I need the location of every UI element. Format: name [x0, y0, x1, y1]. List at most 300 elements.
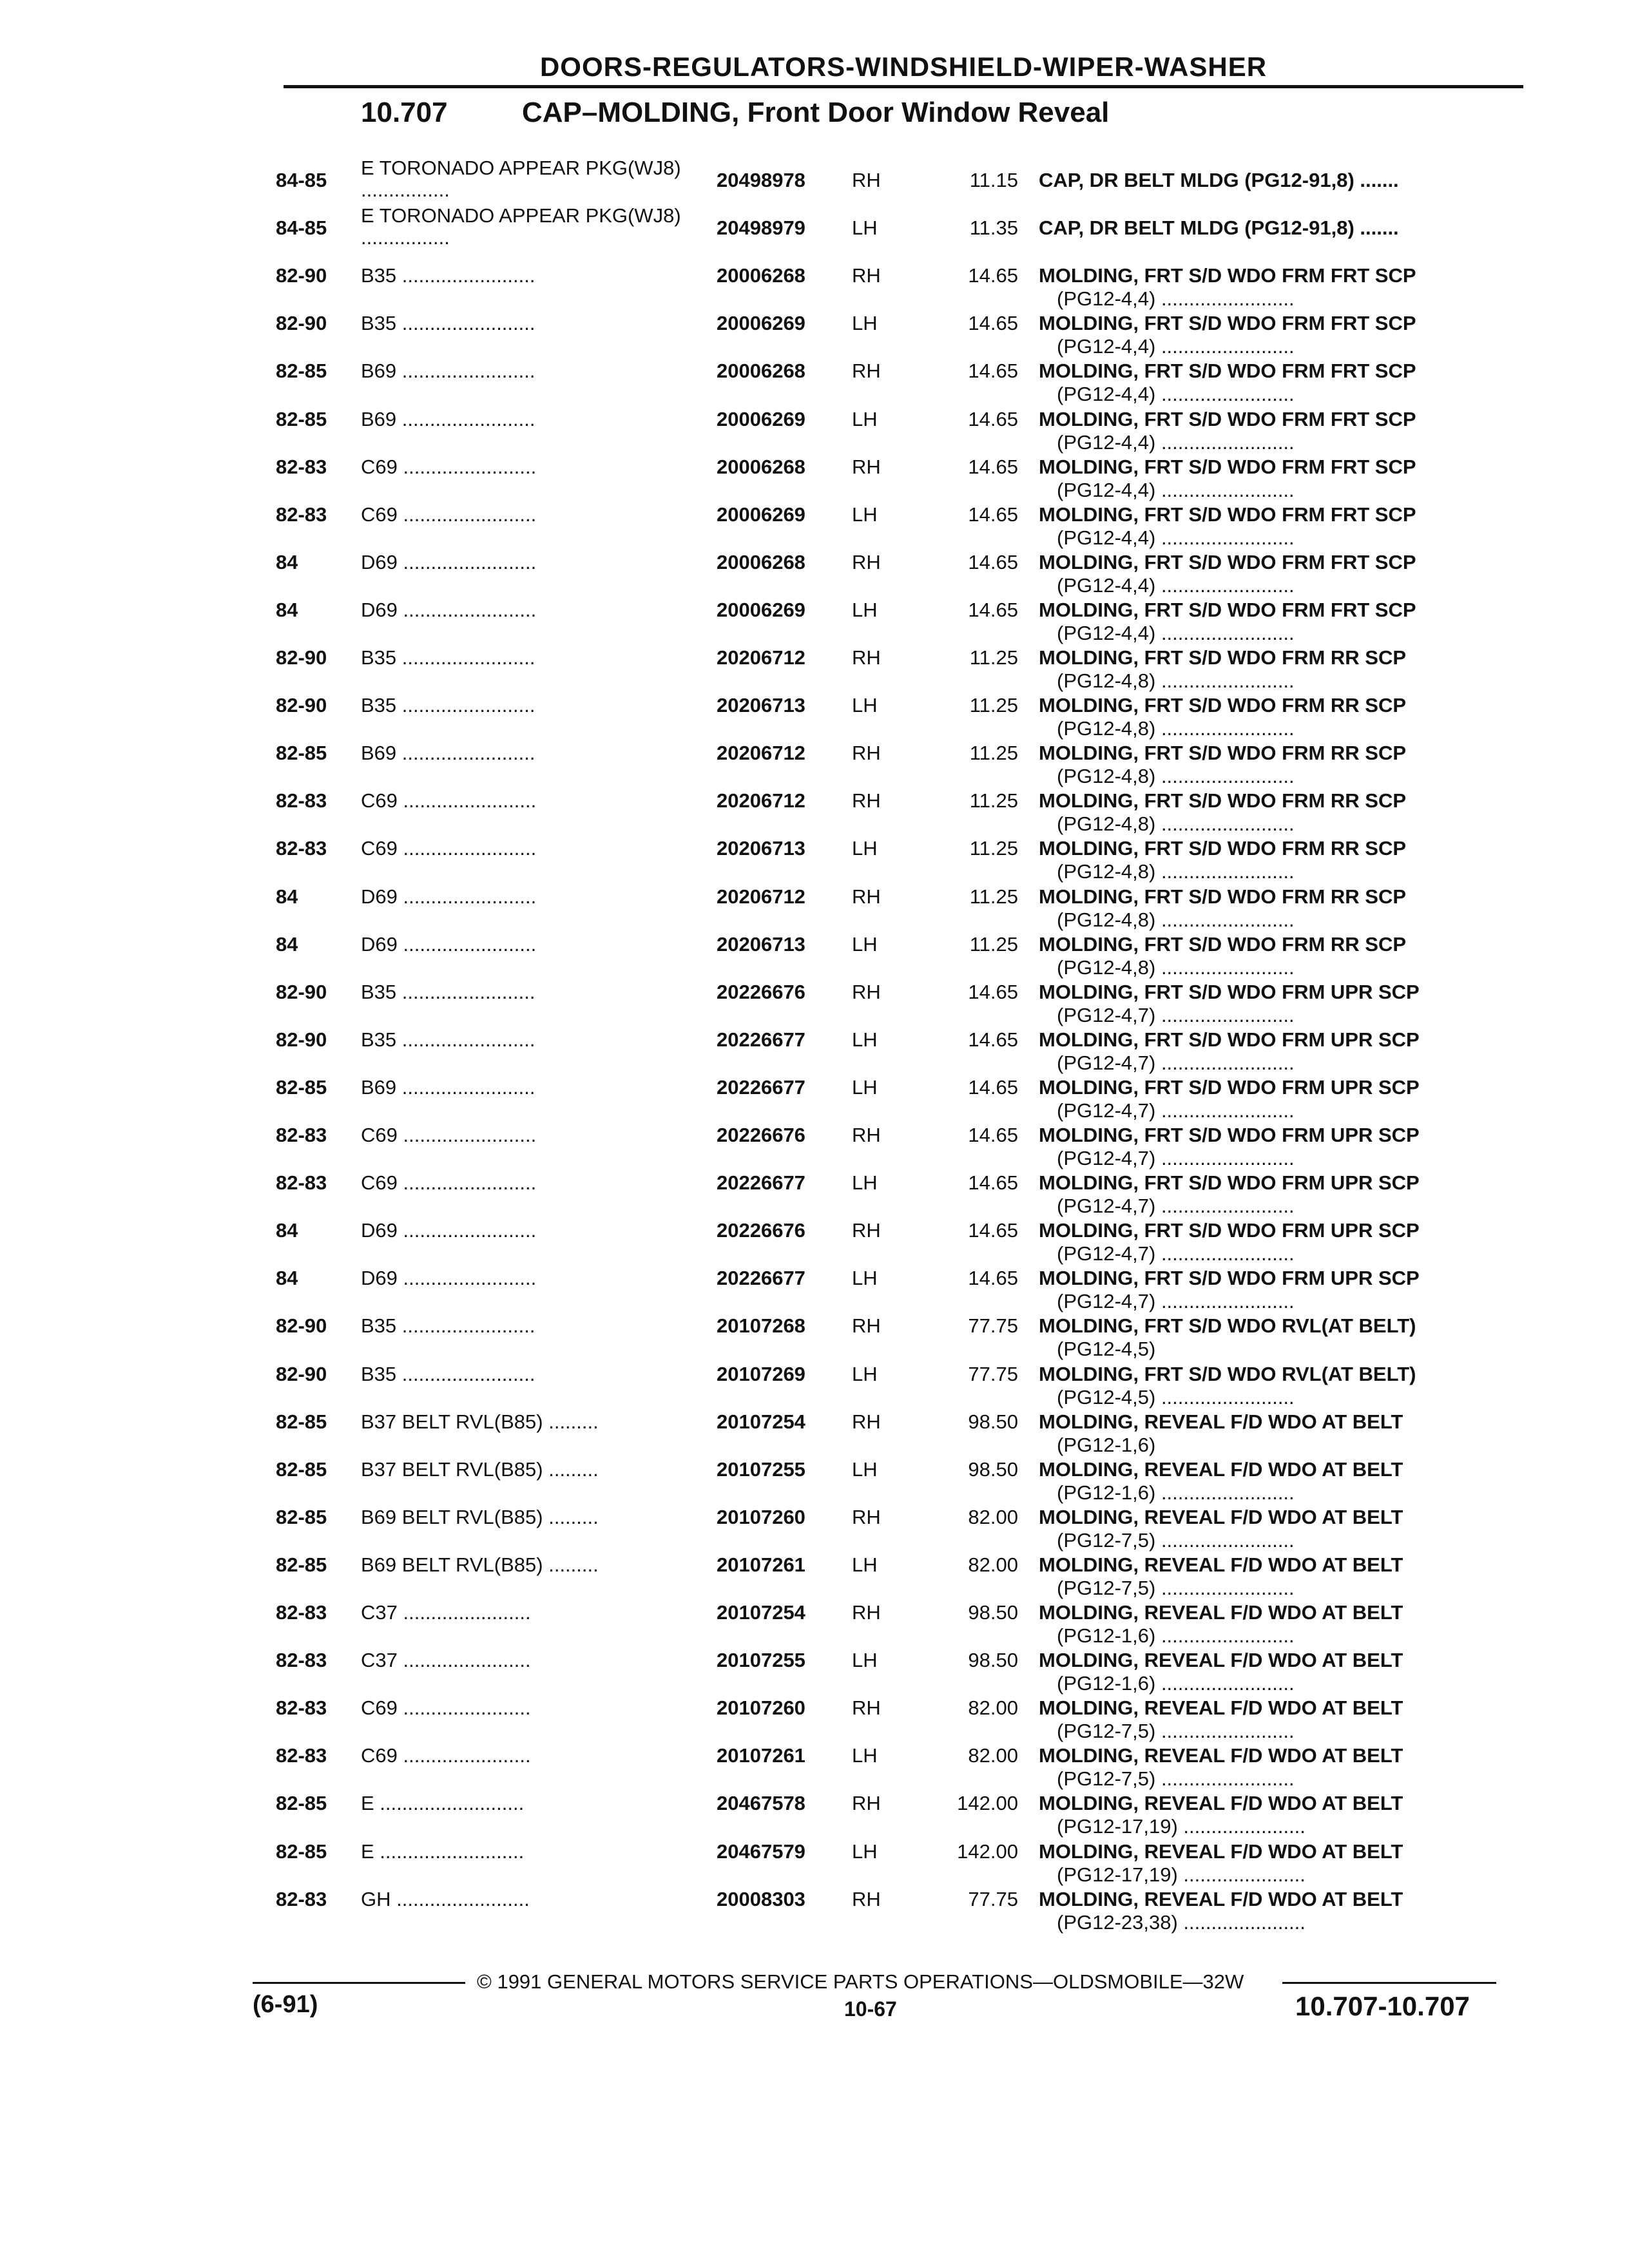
model-code: B69 ........................ [361, 407, 535, 430]
parts-row [0, 933, 1629, 979]
price: 14.65 [968, 312, 1018, 335]
parts-row [0, 1840, 1629, 1887]
part-description: MOLDING, FRT S/D WDO FRM RR SCP [1039, 789, 1407, 812]
parts-row [0, 1744, 1629, 1791]
page-reference: (PG12-1,6) ........................ [1057, 1624, 1295, 1647]
page-reference: (PG12-7,5) ........................ [1057, 1576, 1295, 1599]
part-description: MOLDING, REVEAL F/D WDO AT BELT [1039, 1601, 1403, 1624]
part-number: 20107260 [717, 1505, 805, 1528]
part-description: MOLDING, FRT S/D WDO FRM FRT SCP [1039, 503, 1416, 526]
page-reference: (PG12-7,5) ........................ [1057, 1720, 1295, 1743]
page-reference: (PG12-4,4) ........................ [1057, 478, 1295, 501]
part-description: MOLDING, FRT S/D WDO FRM FRT SCP [1039, 360, 1416, 383]
price: 82.00 [968, 1696, 1018, 1720]
price: 14.65 [968, 503, 1018, 526]
price: 11.35 [969, 216, 1018, 240]
side: RH [852, 646, 881, 669]
page-reference: (PG12-4,4) ........................ [1057, 430, 1295, 454]
page-reference: (PG12-1,6) ........................ [1057, 1672, 1295, 1695]
price: 14.65 [968, 360, 1018, 383]
price: 14.65 [968, 980, 1018, 1003]
price: 14.65 [968, 1171, 1018, 1195]
model-code: C69 ........................ [361, 789, 537, 812]
model-code: E TORONADO APPEAR PKG(WJ8) ................ [361, 157, 681, 201]
price: 14.65 [968, 264, 1018, 287]
price: 98.50 [968, 1601, 1018, 1624]
model-code: B69 BELT RVL(B85) ......... [361, 1505, 599, 1528]
side: LH [852, 932, 878, 956]
side: RH [852, 1887, 881, 1910]
part-number: 20206712 [717, 885, 805, 908]
model-code: B69 ........................ [361, 360, 535, 383]
side: RH [852, 169, 881, 191]
parts-row [0, 789, 1629, 836]
model-code: C69 ....................... [361, 1696, 531, 1720]
parts-row [0, 264, 1629, 311]
price: 11.25 [969, 694, 1018, 717]
model-year: 82-85 [276, 407, 327, 430]
model-code: B69 BELT RVL(B85) ......... [361, 1553, 599, 1576]
part-description: MOLDING, FRT S/D WDO FRM FRT SCP [1039, 264, 1416, 287]
model-code: B35 ........................ [361, 1028, 535, 1051]
footer-date: (6-91) [253, 1991, 318, 2018]
price: 98.50 [968, 1649, 1018, 1672]
parts-row [0, 885, 1629, 932]
part-description: MOLDING, FRT S/D WDO FRM RR SCP [1039, 932, 1407, 956]
parts-row [0, 1028, 1629, 1075]
model-year: 84 [276, 1219, 298, 1242]
part-description: MOLDING, REVEAL F/D WDO AT BELT [1039, 1410, 1403, 1433]
part-number: 20006268 [717, 550, 805, 573]
model-year: 82-83 [276, 789, 327, 812]
part-number: 20206713 [717, 694, 805, 717]
model-code: B69 ........................ [361, 742, 535, 765]
price: 11.25 [969, 742, 1018, 765]
page-reference: (PG12-4,8) ........................ [1057, 812, 1295, 836]
model-code: B35 ........................ [361, 980, 535, 1003]
part-description: MOLDING, REVEAL F/D WDO AT BELT [1039, 1505, 1403, 1528]
side: LH [852, 1457, 878, 1481]
part-description: MOLDING, FRT S/D WDO FRM RR SCP [1039, 694, 1407, 717]
parts-row [0, 837, 1629, 883]
price: 82.00 [968, 1505, 1018, 1528]
model-code: B35 ........................ [361, 1362, 535, 1385]
price: 11.25 [969, 646, 1018, 669]
model-year: 82-85 [276, 1075, 327, 1099]
page-reference: (PG12-1,6) [1057, 1433, 1156, 1456]
side: RH [852, 742, 881, 765]
page-reference: (PG12-7,5) ........................ [1057, 1767, 1295, 1791]
part-description: MOLDING, FRT S/D WDO FRM UPR SCP [1039, 980, 1420, 1003]
model-code: D69 ........................ [361, 598, 537, 621]
part-number: 20226677 [717, 1028, 805, 1051]
page-reference: (PG12-4,7) ........................ [1057, 1147, 1295, 1169]
page-reference: (PG12-7,5) ........................ [1057, 1528, 1295, 1552]
page-reference: (PG12-23,38) ...................... [1057, 1910, 1306, 1934]
model-year: 82-90 [276, 646, 327, 669]
side: LH [852, 1028, 878, 1051]
model-year: 82-83 [276, 1887, 327, 1910]
part-description: CAP, DR BELT MLDG (PG12-91,8) ....... [1039, 169, 1399, 191]
model-code: C69 ....................... [361, 1744, 531, 1767]
parts-row [0, 205, 1629, 263]
part-number: 20206713 [717, 837, 805, 860]
model-year: 82-85 [276, 1505, 327, 1528]
part-number: 20206712 [717, 646, 805, 669]
parts-row [0, 742, 1629, 788]
parts-row [0, 551, 1629, 597]
price: 14.65 [968, 1124, 1018, 1146]
side: RH [852, 264, 881, 287]
part-number: 20226676 [717, 1124, 805, 1146]
part-description: MOLDING, REVEAL F/D WDO AT BELT [1039, 1887, 1403, 1910]
part-number: 20006268 [717, 455, 805, 478]
parts-row [0, 1601, 1629, 1648]
parts-row [0, 360, 1629, 406]
model-year: 82-90 [276, 1028, 327, 1051]
parts-row [0, 408, 1629, 454]
part-description: MOLDING, FRT S/D WDO FRM UPR SCP [1039, 1171, 1420, 1195]
part-number: 20226676 [717, 980, 805, 1003]
parts-row [0, 981, 1629, 1027]
model-code: C69 ........................ [361, 503, 537, 526]
side: RH [852, 1792, 881, 1815]
side: RH [852, 360, 881, 383]
side: RH [852, 1601, 881, 1624]
model-code: C69 ........................ [361, 837, 537, 860]
side: LH [852, 837, 878, 860]
side: LH [852, 1075, 878, 1099]
part-number: 20006269 [717, 407, 805, 430]
page-reference: (PG12-4,8) ........................ [1057, 669, 1295, 692]
side: RH [852, 1219, 881, 1242]
side: LH [852, 1171, 878, 1195]
parts-row [0, 1792, 1629, 1838]
model-year: 82-83 [276, 1649, 327, 1672]
page-reference: (PG12-4,5) [1057, 1338, 1156, 1361]
price: 82.00 [968, 1744, 1018, 1767]
parts-row [0, 1506, 1629, 1552]
page-reference: (PG12-4,8) ........................ [1057, 956, 1295, 979]
side: LH [852, 694, 878, 717]
side: LH [852, 1362, 878, 1385]
model-year: 84-85 [276, 216, 327, 240]
part-number: 20006269 [717, 598, 805, 621]
page-reference: (PG12-4,8) ........................ [1057, 717, 1295, 740]
part-description: MOLDING, FRT S/D WDO FRM FRT SCP [1039, 407, 1416, 430]
page-header: DOORS-REGULATORS-WINDSHIELD-WIPER-WASHER [284, 52, 1523, 88]
model-code: E TORONADO APPEAR PKG(WJ8) ................ [361, 205, 681, 249]
side: RH [852, 1696, 881, 1720]
model-code: B37 BELT RVL(B85) ......... [361, 1410, 599, 1433]
parts-row [0, 1171, 1629, 1218]
part-description: MOLDING, REVEAL F/D WDO AT BELT [1039, 1696, 1403, 1720]
model-code: B69 ........................ [361, 1075, 535, 1099]
side: RH [852, 1505, 881, 1528]
part-number: 20498978 [717, 169, 805, 191]
part-number: 20467578 [717, 1792, 805, 1815]
page-reference: (PG12-4,7) ........................ [1057, 1051, 1295, 1074]
side: RH [852, 455, 881, 478]
page-reference: (PG12-4,4) ........................ [1057, 335, 1295, 358]
part-description: MOLDING, FRT S/D WDO FRM RR SCP [1039, 646, 1407, 669]
page-reference: (PG12-4,7) ........................ [1057, 1242, 1295, 1265]
side: LH [852, 216, 878, 240]
model-year: 82-85 [276, 1792, 327, 1815]
part-description: MOLDING, FRT S/D WDO FRM FRT SCP [1039, 550, 1416, 573]
parts-row [0, 599, 1629, 645]
price: 14.65 [968, 1028, 1018, 1051]
part-description: MOLDING, FRT S/D WDO FRM UPR SCP [1039, 1075, 1420, 1099]
price: 11.15 [969, 169, 1018, 191]
side: LH [852, 598, 878, 621]
part-description: MOLDING, FRT S/D WDO FRM RR SCP [1039, 885, 1407, 908]
page-reference: (PG12-4,8) ........................ [1057, 860, 1295, 883]
page-reference: (PG12-4,7) ........................ [1057, 1290, 1295, 1313]
part-number: 20107255 [717, 1457, 805, 1481]
parts-row [0, 312, 1629, 358]
part-description: MOLDING, REVEAL F/D WDO AT BELT [1039, 1553, 1403, 1576]
side: LH [852, 1840, 878, 1863]
part-number: 20226677 [717, 1075, 805, 1099]
parts-row [0, 1314, 1629, 1361]
part-number: 20006268 [717, 264, 805, 287]
model-code: D69 ........................ [361, 885, 537, 908]
parts-row [0, 456, 1629, 502]
model-year: 82-83 [276, 1601, 327, 1624]
model-year: 82-85 [276, 360, 327, 383]
part-number: 20107254 [717, 1601, 805, 1624]
side: RH [852, 980, 881, 1003]
price: 11.25 [969, 885, 1018, 908]
model-year: 82-83 [276, 1124, 327, 1146]
parts-row [0, 1649, 1629, 1695]
page-reference: (PG12-4,7) ........................ [1057, 1003, 1295, 1026]
price: 14.65 [968, 455, 1018, 478]
page-reference: (PG12-1,6) ........................ [1057, 1481, 1295, 1504]
section-name: CAP–MOLDING, Front Door Window Reveal [522, 97, 1110, 128]
model-year: 82-83 [276, 1171, 327, 1195]
price: 98.50 [968, 1457, 1018, 1481]
model-year: 82-83 [276, 1744, 327, 1767]
model-year: 82-90 [276, 694, 327, 717]
parts-row [0, 1363, 1629, 1409]
part-description: MOLDING, FRT S/D WDO FRM UPR SCP [1039, 1219, 1420, 1242]
part-number: 20107269 [717, 1362, 805, 1385]
page-reference: (PG12-4,7) ........................ [1057, 1195, 1295, 1218]
side: LH [852, 1744, 878, 1767]
page-reference: (PG12-4,4) ........................ [1057, 526, 1295, 549]
price: 14.65 [968, 1267, 1018, 1290]
part-description: CAP, DR BELT MLDG (PG12-91,8) ....... [1039, 216, 1399, 240]
model-code: C37 ....................... [361, 1601, 531, 1624]
model-year: 82-90 [276, 312, 327, 335]
part-description: MOLDING, FRT S/D WDO FRM RR SCP [1039, 837, 1407, 860]
side: LH [852, 1553, 878, 1576]
side: RH [852, 1410, 881, 1433]
part-number: 20498979 [717, 216, 805, 240]
model-code: GH ........................ [361, 1887, 530, 1910]
part-number: 20008303 [717, 1887, 805, 1910]
price: 14.65 [968, 1075, 1018, 1099]
part-description: MOLDING, FRT S/D WDO FRM FRT SCP [1039, 455, 1416, 478]
model-year: 82-90 [276, 1362, 327, 1385]
page-reference: (PG12-17,19) ...................... [1057, 1815, 1306, 1838]
part-number: 20226677 [717, 1267, 805, 1290]
side: LH [852, 312, 878, 335]
model-year: 82-85 [276, 1840, 327, 1863]
side: RH [852, 550, 881, 573]
price: 142.00 [957, 1840, 1018, 1863]
model-year: 82-90 [276, 1314, 327, 1338]
model-code: B35 ........................ [361, 694, 535, 717]
side: LH [852, 1267, 878, 1290]
parts-row [0, 1696, 1629, 1743]
model-year: 82-90 [276, 980, 327, 1003]
side: RH [852, 885, 881, 908]
model-year: 82-83 [276, 837, 327, 860]
model-code: C69 ........................ [361, 455, 537, 478]
price: 14.65 [968, 407, 1018, 430]
side: LH [852, 407, 878, 430]
part-number: 20206713 [717, 932, 805, 956]
parts-row [0, 1076, 1629, 1122]
model-year: 84-85 [276, 169, 327, 191]
parts-row [0, 1553, 1629, 1600]
model-year: 84 [276, 550, 298, 573]
section-number: 10.707 [361, 97, 448, 128]
part-number: 20206712 [717, 789, 805, 812]
model-code: B35 ........................ [361, 264, 535, 287]
model-year: 82-85 [276, 1457, 327, 1481]
parts-row [0, 1458, 1629, 1504]
price: 77.75 [968, 1362, 1018, 1385]
part-description: MOLDING, REVEAL F/D WDO AT BELT [1039, 1840, 1403, 1863]
price: 14.65 [968, 550, 1018, 573]
part-number: 20107261 [717, 1553, 805, 1576]
model-year: 82-85 [276, 742, 327, 765]
price: 14.65 [968, 1219, 1018, 1242]
part-number: 20006269 [717, 312, 805, 335]
model-code: B37 BELT RVL(B85) ......... [361, 1457, 599, 1481]
model-year: 84 [276, 885, 298, 908]
model-code: D69 ........................ [361, 932, 537, 956]
model-code: C69 ........................ [361, 1124, 537, 1146]
footer-rule-right [1282, 1982, 1496, 1984]
model-year: 82-85 [276, 1553, 327, 1576]
part-number: 20107260 [717, 1696, 805, 1720]
model-code: C37 ....................... [361, 1649, 531, 1672]
part-description: MOLDING, FRT S/D WDO FRM UPR SCP [1039, 1028, 1420, 1051]
parts-row [0, 157, 1629, 215]
part-number: 20226676 [717, 1219, 805, 1242]
page-reference: (PG12-4,5) ........................ [1057, 1385, 1295, 1408]
part-number: 20006268 [717, 360, 805, 383]
parts-row [0, 503, 1629, 550]
side: RH [852, 789, 881, 812]
parts-row [0, 694, 1629, 740]
model-code: E .......................... [361, 1792, 525, 1815]
side: RH [852, 1124, 881, 1146]
footer-rule-left [253, 1982, 465, 1984]
price: 14.65 [968, 598, 1018, 621]
page-reference: (PG12-4,7) ........................ [1057, 1099, 1295, 1122]
part-number: 20107254 [717, 1410, 805, 1433]
part-description: MOLDING, FRT S/D WDO FRM FRT SCP [1039, 312, 1416, 335]
page-reference: (PG12-4,4) ........................ [1057, 383, 1295, 406]
part-description: MOLDING, REVEAL F/D WDO AT BELT [1039, 1744, 1403, 1767]
parts-row [0, 1124, 1629, 1170]
model-year: 84 [276, 598, 298, 621]
parts-row [0, 1888, 1629, 1934]
model-year: 82-83 [276, 503, 327, 526]
model-year: 82-90 [276, 264, 327, 287]
parts-row [0, 1410, 1629, 1457]
part-number: 20006269 [717, 503, 805, 526]
model-code: D69 ........................ [361, 1267, 537, 1290]
footer-page-number: 10-67 [844, 1997, 897, 2021]
model-year: 82-83 [276, 1696, 327, 1720]
part-description: MOLDING, FRT S/D WDO FRM FRT SCP [1039, 598, 1416, 621]
part-description: MOLDING, FRT S/D WDO RVL(AT BELT) [1039, 1314, 1416, 1338]
price: 77.75 [968, 1314, 1018, 1338]
part-number: 20107268 [717, 1314, 805, 1338]
price: 82.00 [968, 1553, 1018, 1576]
model-year: 84 [276, 932, 298, 956]
price: 11.25 [969, 837, 1018, 860]
part-number: 20206712 [717, 742, 805, 765]
price: 98.50 [968, 1410, 1018, 1433]
model-code: E .......................... [361, 1840, 525, 1863]
side: RH [852, 1314, 881, 1338]
page-reference: (PG12-17,19) ...................... [1057, 1863, 1306, 1886]
page-reference: (PG12-4,8) ........................ [1057, 908, 1295, 931]
part-description: MOLDING, REVEAL F/D WDO AT BELT [1039, 1649, 1403, 1672]
part-number: 20226677 [717, 1171, 805, 1195]
model-code: B35 ........................ [361, 312, 535, 335]
model-year: 84 [276, 1267, 298, 1290]
price: 11.25 [969, 789, 1018, 812]
part-description: MOLDING, FRT S/D WDO FRM UPR SCP [1039, 1267, 1420, 1290]
part-description: MOLDING, FRT S/D WDO FRM RR SCP [1039, 742, 1407, 765]
parts-row [0, 646, 1629, 693]
price: 11.25 [969, 932, 1018, 956]
page-reference: (PG12-4,4) ........................ [1057, 287, 1295, 311]
part-description: MOLDING, REVEAL F/D WDO AT BELT [1039, 1792, 1403, 1815]
model-year: 82-85 [276, 1410, 327, 1433]
page-reference: (PG12-4,8) ........................ [1057, 765, 1295, 788]
parts-row [0, 1267, 1629, 1313]
side: LH [852, 1649, 878, 1672]
model-code: B35 ........................ [361, 646, 535, 669]
parts-row [0, 1219, 1629, 1265]
footer-section-range: 10.707-10.707 [1295, 1991, 1470, 2021]
model-year: 82-83 [276, 455, 327, 478]
page-reference: (PG12-4,4) ........................ [1057, 621, 1295, 644]
footer-copyright: © 1991 GENERAL MOTORS SERVICE PARTS OPERATIONS—OLDSMOBILE—32W [477, 1970, 1244, 1993]
price: 77.75 [968, 1887, 1018, 1910]
part-number: 20107261 [717, 1744, 805, 1767]
model-code: D69 ........................ [361, 1219, 537, 1242]
part-description: MOLDING, FRT S/D WDO RVL(AT BELT) [1039, 1362, 1416, 1385]
model-code: B35 ........................ [361, 1314, 535, 1338]
part-description: MOLDING, FRT S/D WDO FRM UPR SCP [1039, 1124, 1420, 1146]
part-number: 20467579 [717, 1840, 805, 1863]
page-reference: (PG12-4,4) ........................ [1057, 573, 1295, 597]
model-code: C69 ........................ [361, 1171, 537, 1195]
side: LH [852, 503, 878, 526]
model-code: D69 ........................ [361, 550, 537, 573]
